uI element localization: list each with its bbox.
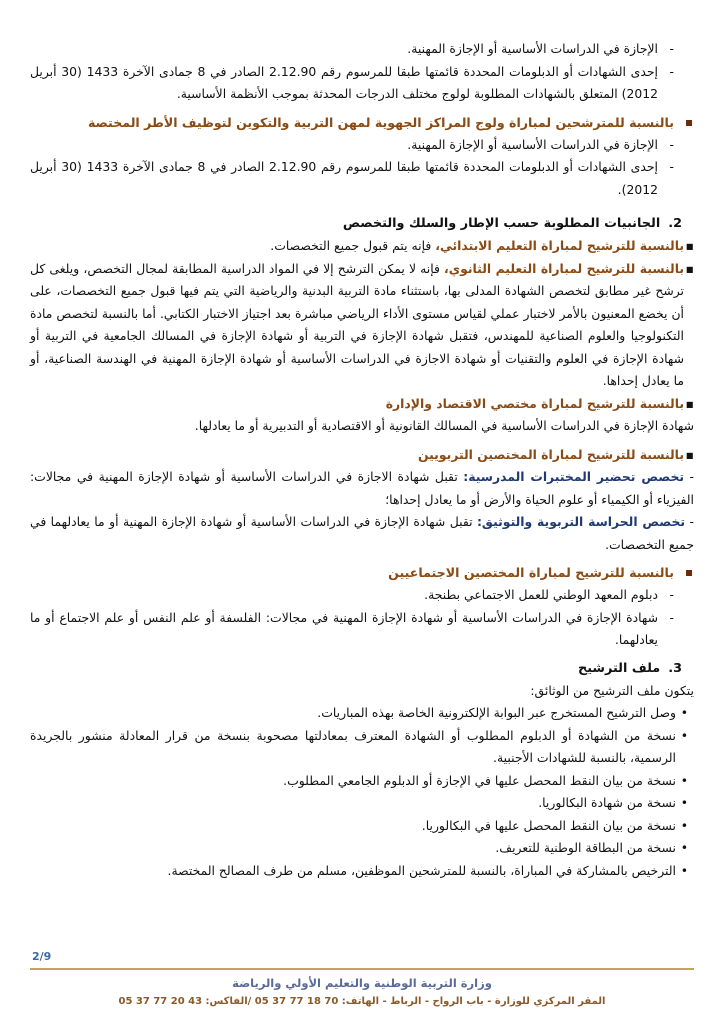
block1-list bbox=[30, 38, 694, 106]
section-title: ملف الترشيح bbox=[577, 660, 661, 676]
footer-ministry: وزارة التربية الوطنية والتعليم الأولي والرياضة bbox=[232, 976, 492, 990]
primary-label: بالنسبة للترشيح لمباراة التعليم الابتدائي، bbox=[435, 238, 684, 253]
section-number: 3. bbox=[668, 660, 682, 676]
document-body bbox=[30, 38, 694, 882]
primary-paragraph: ▪ بالنسبة للترشيح لمباراة التعليم الابتدائي، فإنه يتم قبول جميع التخصصات. bbox=[270, 238, 694, 253]
list-item: - دبلوم المعهد الوطني للعمل الاجتماعي بطنجة. bbox=[30, 584, 674, 607]
section-3-title bbox=[30, 658, 694, 680]
list-item: - شهادة الإجازة في الدراسات الأساسية أو شهادة الإجازة المهنية في مجالات: الفلسفة أو علم النفس أو علم الاجتماع أو ما يعادلهما. bbox=[30, 607, 674, 652]
edu-lab-label: تخصص تحضير المختبرات المدرسية: bbox=[463, 469, 685, 484]
list-item: • نسخة من بيان النقط المحصل عليها في البكالوريا. bbox=[30, 815, 688, 838]
block2-heading: بالنسبة للمترشحين لمباراة ولوج المراكز الجهوية لمهن التربية والتكوين لتوظيف الأطر المختصة bbox=[30, 112, 694, 134]
list-item: • نسخة من الشهادة أو الدبلوم المطلوب أو الشهادة المعترف بمعادلتها مصحوبة بنسخة من قرار المعادلة منشور بالجريدة الرسمية، بالنسبة للشهادات الأجنبية. bbox=[30, 725, 688, 770]
list-item: • نسخة من البطاقة الوطنية للتعريف. bbox=[30, 837, 688, 860]
edu-lab-text: تقبل شهادة الاجازة في الدراسات الأساسية أو شهادة الإجازة المهنية في مجالات: الفيزياء أو الكيمياء أو علوم الحياة والأرض أو ما يعادل إحداها؛ bbox=[30, 469, 694, 507]
social-list bbox=[30, 584, 694, 652]
list-item: • الترخيص بالمشاركة في المباراة، بالنسبة للمترشحين الموظفين، مسلم من طرف المصالح المختصة. bbox=[30, 860, 688, 883]
edu-guard-paragraph: - تخصص الحراسة التربوية والتوثيق: تقبل شهادة الإجازة في الدراسات الأساسية أو شهادة الإجازة المهنية أو ما يعادلهما في جميع التخصصات. bbox=[30, 514, 694, 552]
edu-guard-label: تخصص الحراسة التربوية والتوثيق: bbox=[476, 514, 686, 529]
block2-list bbox=[30, 134, 694, 202]
page-number: 2/9 bbox=[32, 950, 52, 963]
econ-heading: ▪ بالنسبة للترشيح لمباراة مختصي الاقتصاد والإدارة bbox=[385, 395, 694, 411]
secondary-text: فإنه لا يمكن الترشح إلا في المواد الدراسية المطابقة لمجال التخصص، ويلغى كل ترشح غير مطابق لتخصص الشهادة المدلى بها، باستثناء مادة التربية البدنية والرياضية التي يتم فيها قبول جميع التخصصات، على أن يخضع المعنيون بالأمر لاختبار عملي لقياس مستوى الأداء الرياضي مباشرة بعد اجتياز الاختبار الكتابي. أما بالنسبة لتخصص مادة التكنولوجيا والعلوم الصناعية للمهندس، فتقبل شهادة الإجازة في التربية أو شهادة الإجازة في المسالك الجامعية في التربية أو شهادة الإجازة في العلوم والتقنيات أو شهادة الاجازة في الدراسات الأساسية أو شهادة الإجازة المهنية في الهندسة الصناعية، أو ما يعادل إحداها. bbox=[30, 260, 684, 388]
section-3-intro: يتكون ملف الترشيح من الوثائق: bbox=[530, 682, 694, 698]
secondary-label: بالنسبة للترشيح لمباراة التعليم الثانوي، bbox=[444, 260, 684, 276]
econ-text: شهادة الإجازة في الدراسات الأساسية في المسالك القانونية أو الاقتصادية أو التدبيرية أو ما يعادلها. bbox=[194, 418, 694, 433]
econ-label: بالنسبة للترشيح لمباراة مختصي الاقتصاد والإدارة bbox=[385, 395, 684, 411]
list-item: • نسخة من بيان النقط المحصل عليها في الإجازة أو الدبلوم الجامعي المطلوب. bbox=[30, 770, 688, 793]
list-item: - الإجازة في الدراسات الأساسية أو الإجازة المهنية. bbox=[30, 134, 674, 157]
section-2-title bbox=[30, 213, 694, 235]
social-heading: بالنسبة للترشيح لمباراة المختصين الاجتماعيين bbox=[30, 562, 694, 584]
documents-list bbox=[30, 702, 694, 882]
edu-heading: ▪ بالنسبة للترشيح لمباراة المختصين التربويين bbox=[417, 446, 694, 462]
list-item: • نسخة من شهادة البكالوريا. bbox=[30, 792, 688, 815]
list-item: - إحدى الشهادات أو الدبلومات المحددة قائمتها طبقا للمرسوم رقم 2.12.90 الصادر في 8 جمادى الآخرة 1433 (30 أبريل 2012). bbox=[30, 156, 674, 201]
primary-text: فإنه يتم قبول جميع التخصصات. bbox=[270, 238, 436, 253]
edu-label: بالنسبة للترشيح لمباراة المختصين التربويين bbox=[417, 446, 684, 462]
edu-lab-paragraph: - تخصص تحضير المختبرات المدرسية: تقبل شهادة الاجازة في الدراسات الأساسية أو شهادة الإجازة المهنية في مجالات: الفيزياء أو الكيمياء أو علوم الحياة والأرض أو ما يعادل إحداها؛ bbox=[30, 469, 695, 507]
section-number: 2. bbox=[668, 216, 682, 231]
list-item: • وصل الترشيح المستخرج عبر البوابة الإلكترونية الخاصة بهذه المباريات. bbox=[30, 702, 688, 725]
list-item: - إحدى الشهادات أو الدبلومات المحددة قائمتها طبقا للمرسوم رقم 2.12.90 الصادر في 8 جمادى الآخرة 1433 (30 أبريل 2012) المتعلق بالشهادات المطلوبة لولوج مختلف الدرجات المحدثة بموجب الأنظمة الأساسية. bbox=[30, 61, 674, 106]
footer-address: المقر المركزي للوزارة - باب الرواح - الرباط - الهاتف: 70 18 77 37 05 /الفاكس: 43 20 77 37 05 bbox=[118, 996, 606, 1007]
list-item: - الإجازة في الدراسات الأساسية أو الإجازة المهنية. bbox=[30, 38, 674, 61]
section-title: الجانبيات المطلوبة حسب الإطار والسلك والتخصص bbox=[342, 216, 661, 231]
secondary-paragraph: ▪ بالنسبة للترشيح لمباراة التعليم الثانوي، فإنه لا يمكن الترشح إلا في المواد الدراسية المطابقة لمجال التخصص، ويلغى كل ترشح غير مطابق لتخصص الشهادة المدلى بها، باستثناء مادة التربية البدنية والرياضية التي يتم فيها قبول جميع التخصصات، على أن يخضع المعنيون بالأمر لاختبار عملي لقياس مستوى الأداء الرياضي مباشرة بعد اجتياز الاختبار الكتابي. أما بالنسبة لتخصص مادة التكنولوجيا والعلوم الصناعية للمهندس، فتقبل شهادة الإجازة في التربية أو شهادة الإجازة في المسالك الجامعية في التربية أو شهادة الإجازة في العلوم والتقنيات أو شهادة الاجازة في الدراسات الأساسية أو شهادة الإجازة المهنية في الهندسة الصناعية، أو ما يعادل إحداها. bbox=[30, 260, 694, 388]
edu-guard-text: تقبل شهادة الإجازة في الدراسات الأساسية أو شهادة الإجازة المهنية أو ما يعادلهما في جميع التخصصات. bbox=[30, 514, 694, 552]
footer-rule bbox=[30, 968, 694, 970]
